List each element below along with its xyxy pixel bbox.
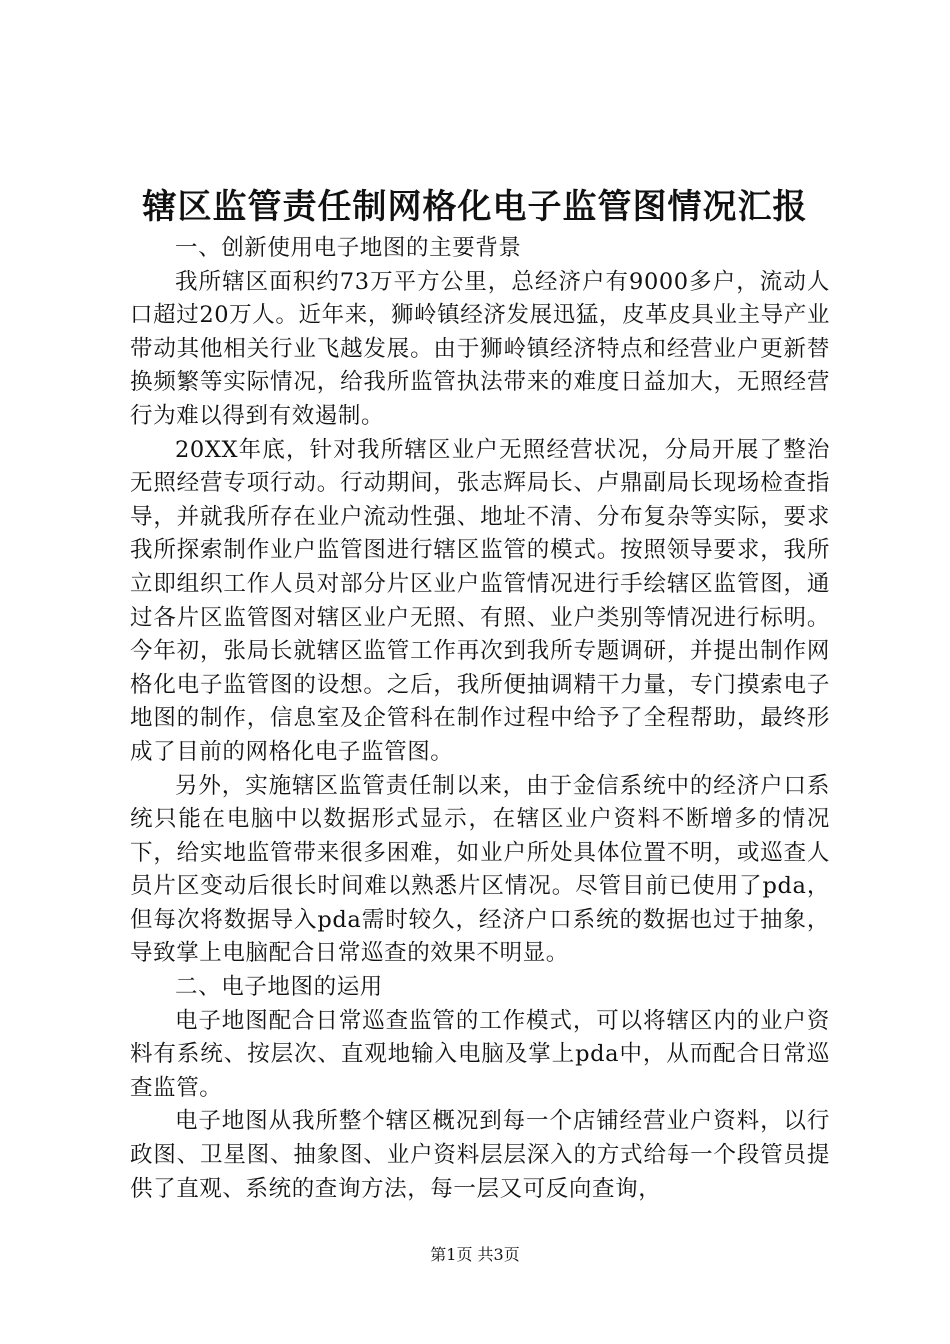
document-title: 辖区监管责任制网格化电子监管图情况汇报 — [142, 187, 808, 227]
document-body — [130, 232, 830, 1206]
paragraph: 20XX年底，针对我所辖区业户无照经营状况，分局开展了整治无照经营专项行动。行动期间，张志辉局长、卢鼎副局长现场检查指导，并就我所存在业户流动性强、地址不清、分布复杂等实际，要求我所探索制作业户监管图进行辖区监管的模式。按照领导要求，我所立即组织工作人员对部分片区业户监管情况进行手绘辖区监管图，通过各片区监管图对辖区业户无照、有照、业户类别等情况进行标明。今年初，张局长就辖区监管工作再次到我所专题调研，并提出制作网格化电子监管图的设想。之后，我所便抽调精干力量，专门摸索电子地图的制作，信息室及企管科在制作过程中给予了全程帮助，最终形成了目前的网格化电子监管图。 — [130, 436, 830, 765]
paragraph: 电子地图配合日常巡查监管的工作模式，可以将辖区内的业户资料有系统、按层次、直观地输入电脑及掌上pda中，从而配合日常巡查监管。 — [130, 1007, 830, 1101]
paragraph: 电子地图从我所整个辖区概况到每一个店铺经营业户资料，以行政图、卫星图、抽象图、业户资料层层深入的方式给每一个段管员提供了直观、系统的查询方法，每一层又可反向查询， — [130, 1108, 830, 1202]
paragraph: 另外，实施辖区监管责任制以来，由于金信系统中的经济户口系统只能在电脑中以数据形式显示，在辖区业户资料不断增多的情况下，给实地监管带来很多困难，如业户所处具体位置不明，或巡查人员片区变动后很长时间难以熟悉片区情况。尽管目前已使用了pda，但每次将数据导入pda需时较久，经济户口系统的数据也过于抽象，导致掌上电脑配合日常巡查的效果不明显。 — [130, 772, 830, 967]
section-heading: 一、创新使用电子地图的主要背景 — [175, 235, 522, 261]
page-number-footer: 第1页 共3页 — [430, 1245, 520, 1264]
paragraph: 我所辖区面积约73万平方公里，总经济户有9000多户，流动人口超过20万人。近年来，狮岭镇经济发展迅猛，皮革皮具业主导产业带动其他相关行业飞越发展。由于狮岭镇经济特点和经营业户更新替换频繁等实际情况，给我所监管执法带来的难度日益加大，无照经营行为难以得到有效遏制。 — [130, 268, 830, 429]
section-heading: 二、电子地图的运用 — [175, 974, 383, 1001]
